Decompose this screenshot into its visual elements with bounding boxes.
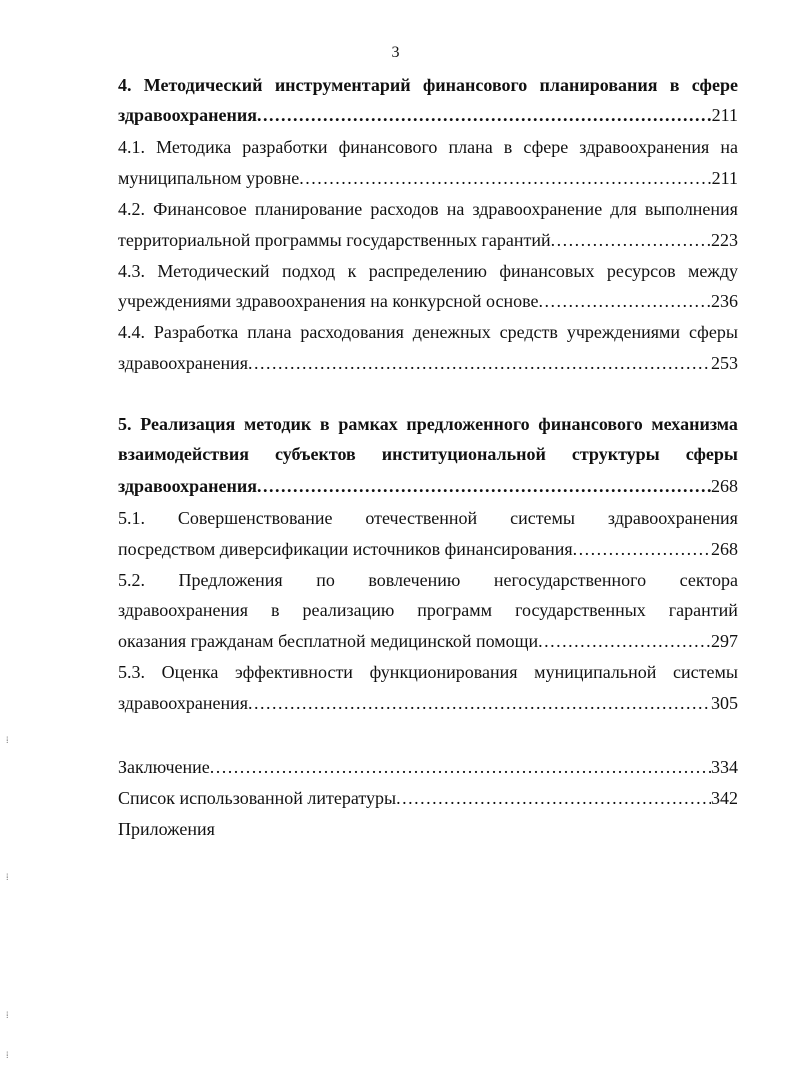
word: выполнения xyxy=(644,199,738,219)
word: институциональной xyxy=(381,444,546,464)
section-5-1-end: посредством диверсификации источников финансирования xyxy=(118,539,573,559)
section-4-2-end: территориальной программы государственных гарантий xyxy=(118,230,551,250)
word: финансового xyxy=(538,414,643,434)
word: сферы xyxy=(688,322,738,342)
section-5-3-page: 305 xyxy=(711,693,738,713)
section-5-2-page: 297 xyxy=(711,631,738,651)
word: сфере xyxy=(691,75,738,95)
section-4-4-end: здравоохранения xyxy=(118,353,249,373)
word: 4.4. xyxy=(118,322,145,342)
section-5-2-line3 xyxy=(118,630,738,652)
appendices-title: Приложения xyxy=(118,819,215,839)
word: системы xyxy=(673,662,738,682)
word: отечественной xyxy=(365,508,478,528)
word: разработки xyxy=(242,137,328,157)
section-4-4-page: 253 xyxy=(711,353,738,373)
leader-dots xyxy=(257,475,711,497)
word: планирование xyxy=(254,199,363,219)
word: 5. xyxy=(118,414,132,434)
word: функционирования xyxy=(369,662,518,682)
word: вовлечению xyxy=(368,570,461,590)
word: здравоохранения xyxy=(579,137,710,157)
word: Разработка xyxy=(153,322,239,342)
word: инструментарий xyxy=(274,75,411,95)
word: денежных xyxy=(412,322,491,342)
scan-mark: ⁞ xyxy=(6,872,9,882)
word: учреждениями xyxy=(566,322,681,342)
word: в xyxy=(271,600,280,620)
word: предложенного xyxy=(406,414,530,434)
word: к xyxy=(347,261,357,281)
word: здравоохранения xyxy=(607,508,738,528)
leader-dots xyxy=(299,167,711,189)
word: 4. xyxy=(118,75,132,95)
conclusion-entry xyxy=(118,756,738,778)
word: на xyxy=(720,137,738,157)
references-page: 342 xyxy=(711,788,738,808)
word: Реализация xyxy=(140,414,236,434)
section-4-1-line1 xyxy=(118,136,738,158)
word: Методика xyxy=(156,137,232,157)
word: средств xyxy=(499,322,558,342)
word: плана xyxy=(448,137,493,157)
section-5-2-end: оказания гражданам бесплатной медицинской помощи xyxy=(118,631,539,651)
section-5-2-line1 xyxy=(118,569,738,591)
word: гарантий xyxy=(668,600,738,620)
word: взаимодействия xyxy=(118,444,249,464)
word: 5.2. xyxy=(118,570,145,590)
chapter-5-title-line3 xyxy=(118,475,738,497)
section-4-3-line2 xyxy=(118,290,738,312)
word: субъектов xyxy=(274,444,356,464)
word: реализацию xyxy=(302,600,395,620)
references-entry xyxy=(118,787,738,809)
leader-dots xyxy=(551,229,711,251)
scan-mark: ⁞ xyxy=(6,1010,9,1020)
section-5-1-page: 268 xyxy=(711,539,738,559)
word: Предложения xyxy=(178,570,283,590)
section-4-2-line2 xyxy=(118,229,738,251)
word: механизма xyxy=(651,414,738,434)
leader-dots xyxy=(539,290,712,312)
word: финансовых xyxy=(499,261,595,281)
leader-dots xyxy=(257,104,712,126)
word: структуры xyxy=(571,444,660,464)
chapter-4-title-end: здравоохранения xyxy=(118,105,258,125)
chapter-5-title-line2 xyxy=(118,443,738,465)
word: Методический xyxy=(157,261,270,281)
section-5-3-line1 xyxy=(118,661,738,683)
section-4-4-line2 xyxy=(118,352,738,374)
word: Совершенствование xyxy=(177,508,333,528)
word: распределению xyxy=(368,261,487,281)
word: негосударственного xyxy=(493,570,647,590)
word: для xyxy=(610,199,637,219)
word: финансового xyxy=(422,75,528,95)
chapter-4-title-line2 xyxy=(118,104,738,126)
word: в xyxy=(669,75,680,95)
word: государственных xyxy=(515,600,646,620)
chapter-5-title-line1 xyxy=(118,413,738,435)
section-5-3-line2 xyxy=(118,692,738,714)
word: расходов xyxy=(370,199,439,219)
word: 5.1. xyxy=(118,508,145,528)
word: по xyxy=(316,570,335,590)
word: здравоохранения xyxy=(118,600,249,620)
leader-dots xyxy=(248,352,711,374)
chapter-5-title-end: здравоохранения xyxy=(118,476,258,496)
section-4-3-end: учреждениями здравоохранения на конкурсной основе xyxy=(118,291,539,311)
conclusion-page: 334 xyxy=(711,757,738,777)
word: методик xyxy=(244,414,312,434)
leader-dots xyxy=(248,692,711,714)
section-4-1-end: муниципальном уровне xyxy=(118,168,300,188)
word: Финансовое xyxy=(153,199,247,219)
word: программ xyxy=(417,600,493,620)
conclusion-title: Заключение xyxy=(118,757,210,777)
word: плана xyxy=(247,322,292,342)
page-number: 3 xyxy=(391,44,400,61)
word: расходования xyxy=(300,322,404,342)
word: Методический xyxy=(143,75,263,95)
word: здравоохранение xyxy=(472,199,603,219)
section-4-2-line1 xyxy=(118,198,738,220)
leader-dots xyxy=(573,538,711,560)
word: сферы xyxy=(685,444,738,464)
section-5-1-line2 xyxy=(118,538,738,560)
word: 4.1. xyxy=(118,137,145,157)
word: эффективности xyxy=(235,662,353,682)
word: сектора xyxy=(679,570,738,590)
word: между xyxy=(688,261,738,281)
section-4-4-line1 xyxy=(118,321,738,343)
section-4-3-line1 xyxy=(118,260,738,282)
word: в xyxy=(503,137,513,157)
leader-dots xyxy=(538,630,711,652)
chapter-4-title xyxy=(118,74,738,96)
word: рамках xyxy=(338,414,398,434)
section-5-2-line2 xyxy=(118,599,738,621)
scan-mark: ⁞ xyxy=(6,1050,9,1060)
scan-mark: ⁞ xyxy=(6,735,9,745)
word: Оценка xyxy=(161,662,219,682)
word: 4.3. xyxy=(118,261,145,281)
section-4-3-page: 236 xyxy=(711,291,738,311)
word: 5.3. xyxy=(118,662,145,682)
word: сфере xyxy=(523,137,569,157)
word: муниципальной xyxy=(534,662,657,682)
references-title: Список использованной литературы xyxy=(118,788,397,808)
chapter-4-page: 211 xyxy=(711,105,738,125)
word: ресурсов xyxy=(606,261,676,281)
section-4-2-page: 223 xyxy=(711,230,738,250)
word: 4.2. xyxy=(118,199,145,219)
word: планирования xyxy=(539,75,658,95)
section-4-1-line2 xyxy=(118,167,738,189)
word: на xyxy=(446,199,465,219)
section-4-1-page: 211 xyxy=(711,168,738,188)
word: подход xyxy=(281,261,336,281)
leader-dots xyxy=(396,787,711,809)
word: системы xyxy=(510,508,576,528)
word: финансового xyxy=(338,137,438,157)
section-5-1-line1 xyxy=(118,507,738,529)
word: в xyxy=(319,414,330,434)
chapter-5-page: 268 xyxy=(711,476,738,496)
leader-dots xyxy=(210,756,711,778)
section-5-3-end: здравоохранения xyxy=(118,693,249,713)
